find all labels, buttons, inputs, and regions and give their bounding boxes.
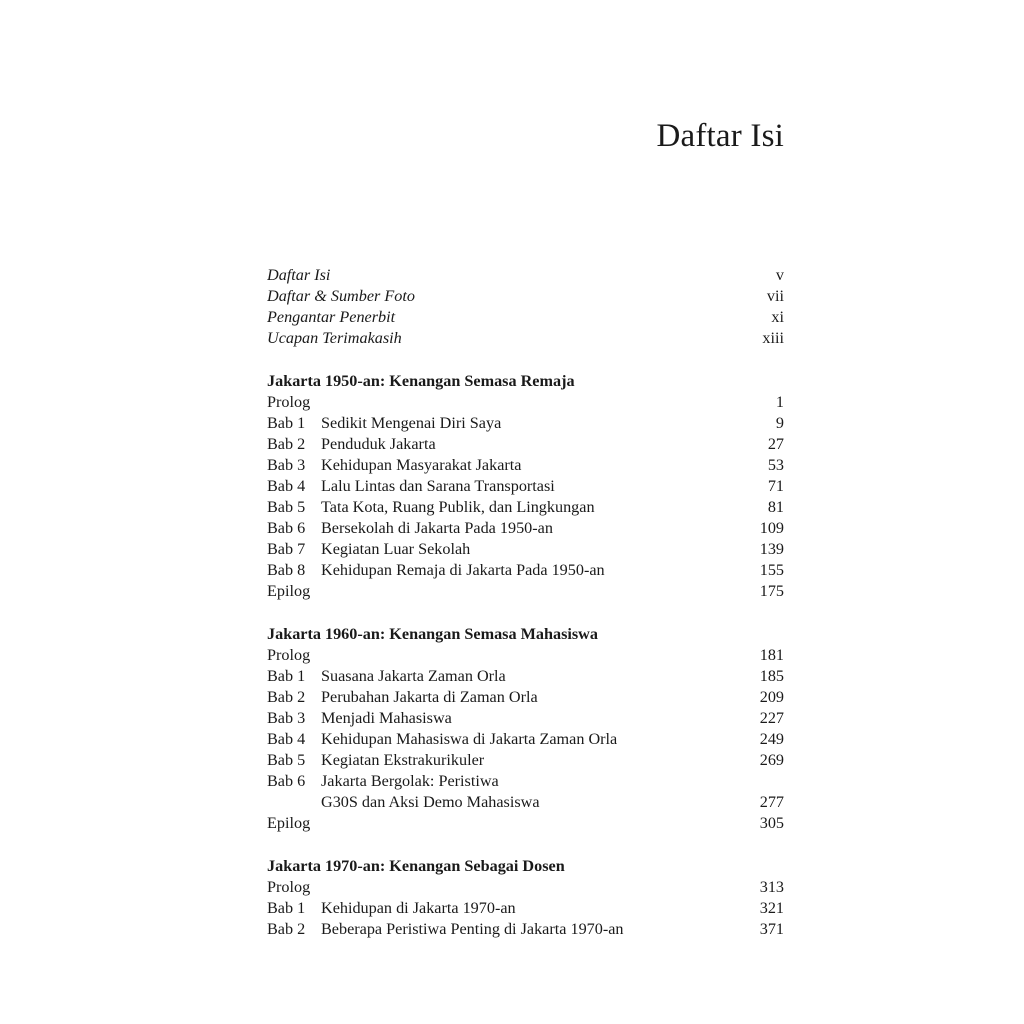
toc-section-1950s <box>267 371 784 602</box>
section-heading[interactable]: Jakarta 1960-an: Kenangan Semasa Mahasiswa <box>267 625 598 643</box>
toc-entry-label: Bab 5 <box>267 498 306 516</box>
toc-entry-title: Bersekolah di Jakarta Pada 1950-an <box>321 519 553 537</box>
toc-entry-title: Kegiatan Ekstrakurikuler <box>321 751 485 769</box>
toc-entry-title: Kehidupan Masyarakat Jakarta <box>321 456 522 474</box>
toc-entry-page: v <box>775 266 784 284</box>
toc-entry-label: Bab 1 <box>267 667 306 685</box>
toc-entry-page: 9 <box>775 414 784 432</box>
toc-entry-page: 249 <box>759 730 784 748</box>
toc-entry-title: Daftar & Sumber Foto <box>267 287 415 305</box>
toc-entry[interactable] <box>267 645 784 666</box>
toc-entry-label: Prolog <box>267 878 311 896</box>
toc-entry[interactable] <box>267 434 784 455</box>
toc-entry-page: 109 <box>759 519 784 537</box>
toc-entry-label: Epilog <box>267 814 311 832</box>
toc-entry[interactable] <box>267 687 784 708</box>
toc-entry-page: 313 <box>759 878 784 896</box>
toc-entry[interactable] <box>267 265 784 286</box>
toc-entry[interactable] <box>267 666 784 687</box>
toc-entry[interactable] <box>267 392 784 413</box>
toc-entry-label: Bab 3 <box>267 456 306 474</box>
page-title: Daftar Isi <box>656 118 784 154</box>
section-heading[interactable]: Jakarta 1970-an: Kenangan Sebagai Dosen <box>267 857 565 875</box>
toc-entry-page: 71 <box>767 477 784 495</box>
table-of-contents <box>267 265 784 940</box>
toc-entry-page: xi <box>771 308 784 326</box>
toc-entry-title: Menjadi Mahasiswa <box>321 709 452 727</box>
toc-entry[interactable] <box>267 813 784 834</box>
toc-entry-page: 175 <box>759 582 784 600</box>
section-heading[interactable]: Jakarta 1950-an: Kenangan Semasa Remaja <box>267 372 575 390</box>
toc-entry-title: Penduduk Jakarta <box>321 435 436 453</box>
toc-entry-title: Sedikit Mengenai Diri Saya <box>321 414 502 432</box>
toc-entry-title: Beberapa Peristiwa Penting di Jakarta 1970-an <box>321 920 624 938</box>
toc-entry-label: Bab 3 <box>267 709 306 727</box>
toc-entry-page: 269 <box>759 751 784 769</box>
toc-entry-page: 185 <box>759 667 784 685</box>
toc-entry[interactable] <box>267 708 784 729</box>
toc-entry[interactable] <box>267 328 784 349</box>
toc-entry-label: Bab 2 <box>267 435 306 453</box>
toc-entry-label: Bab 6 <box>267 519 306 537</box>
toc-entry-page: 209 <box>759 688 784 706</box>
toc-entry-page: 139 <box>759 540 784 558</box>
toc-entry[interactable] <box>267 771 784 792</box>
toc-entry-page: 181 <box>759 646 784 664</box>
toc-entry-title: Tata Kota, Ruang Publik, dan Lingkungan <box>321 498 595 516</box>
toc-entry-title: Kehidupan di Jakarta 1970-an <box>321 899 516 917</box>
toc-entry[interactable] <box>267 497 784 518</box>
front-matter-list <box>267 265 784 349</box>
toc-entry-page: 27 <box>767 435 784 453</box>
toc-entry-page: xiii <box>762 329 784 347</box>
toc-entry-page: 305 <box>759 814 784 832</box>
toc-entry[interactable] <box>267 877 784 898</box>
toc-entry-label: Epilog <box>267 582 311 600</box>
toc-entry-page: 277 <box>759 793 784 811</box>
toc-entry[interactable] <box>267 455 784 476</box>
toc-entry[interactable] <box>267 476 784 497</box>
toc-section-1970s <box>267 856 784 940</box>
toc-entry-label: Bab 4 <box>267 477 306 495</box>
toc-entry[interactable] <box>267 581 784 602</box>
toc-entry-label: Bab 1 <box>267 899 306 917</box>
toc-entry-page: 81 <box>767 498 784 516</box>
toc-entry-title: Lalu Lintas dan Sarana Transportasi <box>321 477 555 495</box>
toc-entry[interactable] <box>267 286 784 307</box>
toc-entry-title: Perubahan Jakarta di Zaman Orla <box>321 688 538 706</box>
toc-entry[interactable] <box>267 307 784 328</box>
toc-entry-label: Bab 1 <box>267 414 306 432</box>
toc-section-1960s <box>267 624 784 834</box>
toc-entry-label: Bab 8 <box>267 561 306 579</box>
toc-entry-title: Pengantar Penerbit <box>267 308 396 326</box>
toc-entry-label: Bab 2 <box>267 688 306 706</box>
toc-entry-page: 227 <box>759 709 784 727</box>
toc-entry-title: Ucapan Terimakasih <box>267 329 402 347</box>
toc-entry-page: 371 <box>759 920 784 938</box>
toc-entry-page: 53 <box>767 456 784 474</box>
toc-entry[interactable] <box>267 919 784 940</box>
toc-entry-title: Daftar Isi <box>267 266 331 284</box>
toc-entry-title: Kegiatan Luar Sekolah <box>321 540 471 558</box>
toc-entry-page: 1 <box>775 393 784 411</box>
toc-entry-label: Bab 4 <box>267 730 306 748</box>
toc-entry[interactable] <box>267 413 784 434</box>
toc-entry-label: Prolog <box>267 393 311 411</box>
toc-entry[interactable] <box>267 518 784 539</box>
toc-entry-page: vii <box>766 287 784 305</box>
toc-entry-label: Prolog <box>267 646 311 664</box>
toc-entry-title: Suasana Jakarta Zaman Orla <box>321 667 506 685</box>
toc-entry[interactable] <box>267 560 784 581</box>
toc-entry[interactable] <box>267 729 784 750</box>
toc-entry-title: Kehidupan Remaja di Jakarta Pada 1950-an <box>321 561 605 579</box>
toc-entry[interactable] <box>267 750 784 771</box>
toc-entry[interactable] <box>267 539 784 560</box>
toc-entry-label: Bab 7 <box>267 540 306 558</box>
toc-entry-title: Kehidupan Mahasiswa di Jakarta Zaman Orla <box>321 730 618 748</box>
toc-entry-title: Jakarta Bergolak: Peristiwa <box>321 772 499 790</box>
toc-entry-label: Bab 6 <box>267 772 306 790</box>
toc-entry-continuation[interactable] <box>267 792 784 813</box>
toc-entry-title: G30S dan Aksi Demo Mahasiswa <box>321 793 540 811</box>
toc-entry-page: 321 <box>759 899 784 917</box>
toc-entry-label: Bab 2 <box>267 920 306 938</box>
toc-entry[interactable] <box>267 898 784 919</box>
toc-entry-page: 155 <box>759 561 784 579</box>
toc-entry-label: Bab 5 <box>267 751 306 769</box>
